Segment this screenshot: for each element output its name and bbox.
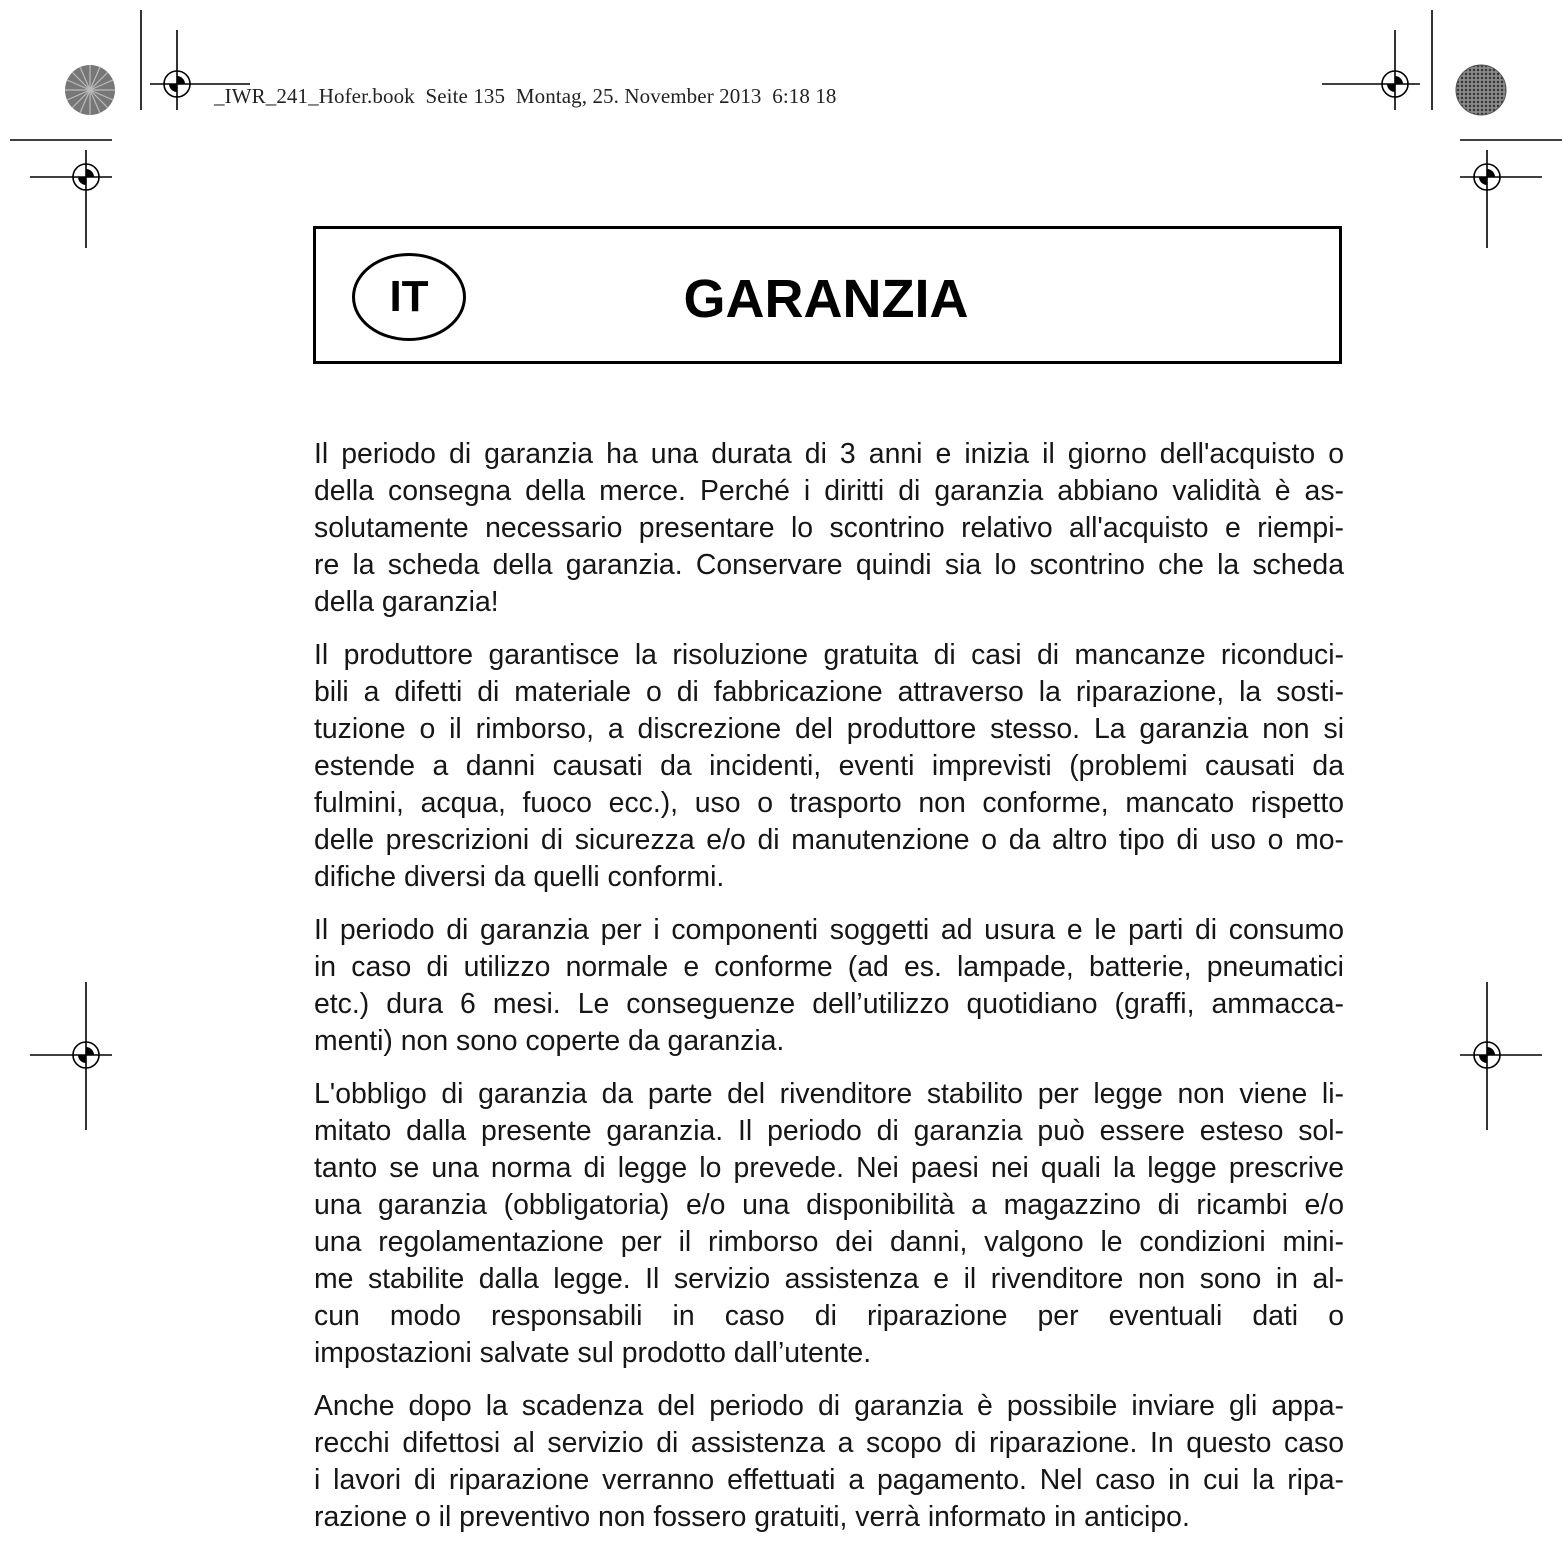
language-badge: IT <box>352 253 466 341</box>
text-line: me stabilite dalla legge. Il servizio assistenza e il rivenditore non sono in al- <box>314 1263 1344 1295</box>
paragraph <box>314 1076 1344 1372</box>
section-header-box <box>313 226 1342 364</box>
color-bar-circle-left-icon <box>65 65 115 115</box>
text-line: della consegna della merce. Perché i diritti di garanzia abbiano validità è as- <box>314 475 1344 507</box>
paragraph <box>314 637 1344 896</box>
text-line: della garanzia! <box>314 586 499 618</box>
text-line: Il periodo di garanzia per i componenti soggetti ad usura e le parti di consumo <box>314 914 1344 946</box>
text-line: Anche dopo la scadenza del periodo di garanzia è possibile inviare gli appa- <box>314 1390 1344 1422</box>
text-line: recchi difettosi al servizio di assistenza a scopo di riparazione. In questo caso <box>314 1427 1344 1459</box>
text-line: mitato dalla presente garanzia. Il periodo di garanzia può essere esteso sol- <box>314 1115 1344 1147</box>
text-line: cun modo responsabili in caso di riparazione per eventuali dati o <box>314 1300 1344 1332</box>
text-line: difiche diversi da quelli conformi. <box>314 861 725 893</box>
text-line: tuzione o il rimborso, a discrezione del produttore stesso. La garanzia non si <box>314 713 1344 745</box>
text-line: razione o il preventivo non fossero gratuiti, verrà informato in anticipo. <box>314 1501 1190 1533</box>
text-line: Il periodo di garanzia ha una durata di 3 anni e inizia il giorno dell'acquisto o <box>314 438 1344 470</box>
page-title: GARANZIA <box>683 269 969 329</box>
paragraph <box>314 912 1344 1060</box>
text-line: tanto se una norma di legge lo prevede. Nei paesi nei quali la legge prescrive <box>314 1152 1344 1184</box>
text-line: L'obbligo di garanzia da parte del rivenditore stabilito per legge non viene li- <box>314 1078 1344 1110</box>
warranty-text <box>314 436 1344 1552</box>
text-line: i lavori di riparazione verranno effettuati a pagamento. Nel caso in cui la ripa- <box>314 1464 1344 1496</box>
text-line: bili a difetti di materiale o di fabbricazione attraverso la riparazione, la sosti- <box>314 676 1344 708</box>
print-slug-line: _IWR_241_Hofer.book Seite 135 Montag, 25. November 2013 6:18 18 <box>214 84 837 108</box>
color-bar-circle-right-icon <box>1456 65 1506 115</box>
text-line: Il produttore garantisce la risoluzione gratuita di casi di mancanze riconduci- <box>314 639 1344 671</box>
text-line: re la scheda della garanzia. Conservare quindi sia lo scontrino che la scheda <box>314 549 1344 581</box>
text-line: una garanzia (obbligatoria) e/o una disponibilità a magazzino di ricambi e/o <box>314 1189 1344 1221</box>
text-line: una regolamentazione per il rimborso dei danni, valgono le condizioni mini- <box>314 1226 1344 1258</box>
text-line: solutamente necessario presentare lo scontrino relativo all'acquisto e riempi- <box>314 512 1344 544</box>
paragraph <box>314 1388 1344 1536</box>
paragraph <box>314 436 1344 621</box>
text-line: fulmini, acqua, fuoco ecc.), uso o trasporto non conforme, mancato rispetto <box>314 787 1344 819</box>
text-line: impostazioni salvate sul prodotto dall’utente. <box>314 1337 872 1369</box>
text-line: etc.) dura 6 mesi. Le conseguenze dell’utilizzo quotidiano (graffi, ammacca- <box>314 988 1344 1020</box>
text-line: estende a danni causati da incidenti, eventi imprevisti (problemi causati da <box>314 750 1344 782</box>
text-line: delle prescrizioni di sicurezza e/o di manutenzione o da altro tipo di uso o mo- <box>314 824 1344 856</box>
text-line: menti) non sono coperte da garanzia. <box>314 1025 785 1057</box>
text-line: in caso di utilizzo normale e conforme (ad es. lampade, batterie, pneumatici <box>314 951 1344 983</box>
